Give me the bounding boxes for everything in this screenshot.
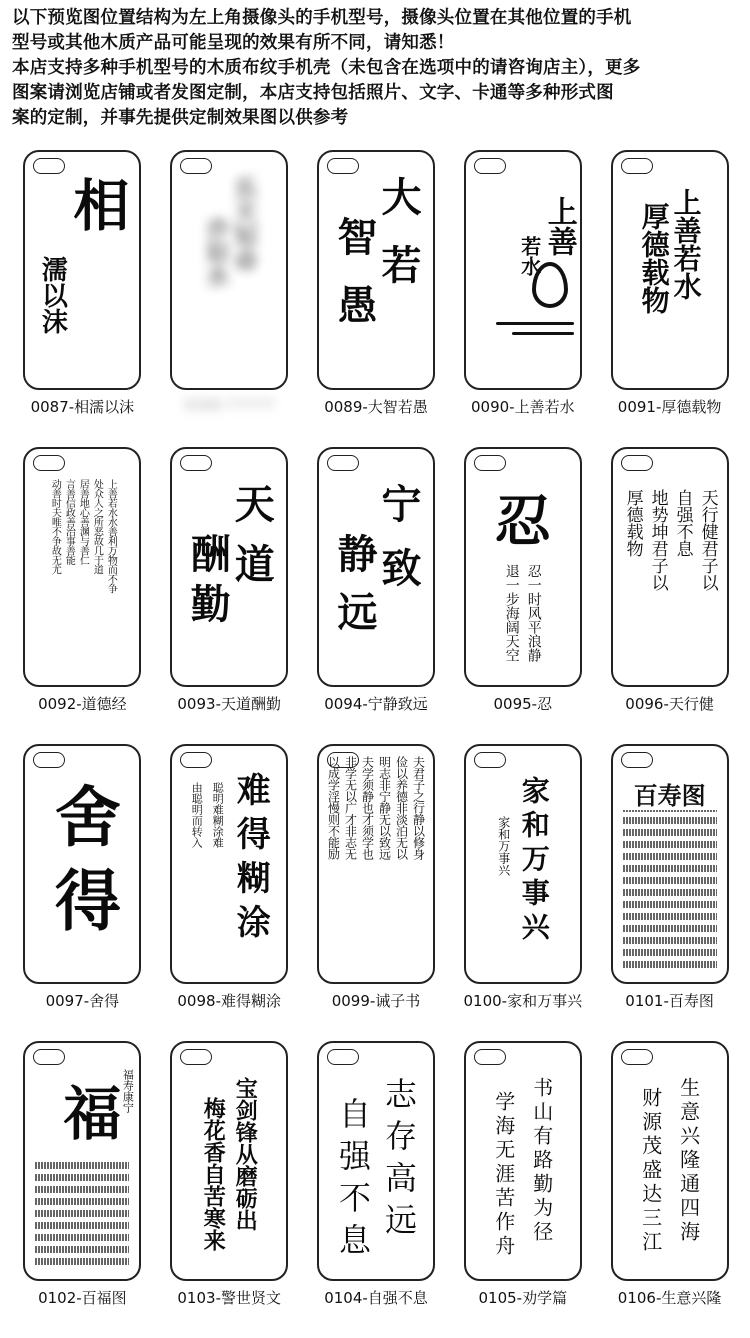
design-label: 0093-天道酬勤 — [177, 695, 281, 713]
calligraphy-art — [178, 176, 280, 380]
design-item[interactable] — [308, 447, 445, 744]
design-item[interactable] — [601, 447, 738, 744]
phone-case-preview — [317, 150, 435, 390]
water-wave-icon — [512, 332, 574, 335]
phone-case-preview — [170, 447, 288, 687]
calligraphy-column: 宁致 — [374, 483, 422, 611]
design-label: 0094-宁静致远 — [324, 695, 428, 713]
calligraphy-art — [472, 776, 574, 974]
phone-case-preview — [317, 1041, 435, 1281]
design-label: 0106-生意兴隆 — [617, 1289, 722, 1307]
calligraphy-column: 上善 — [541, 196, 577, 256]
calligraphy-column: 明志非宁静无以致远 — [377, 756, 392, 860]
phone-case-preview — [464, 744, 582, 984]
calligraphy-column: 舍得 — [43, 782, 122, 950]
phone-case-preview — [611, 1041, 729, 1281]
camera-cutout-icon — [474, 455, 506, 471]
camera-cutout-icon — [474, 1049, 506, 1065]
design-item[interactable] — [161, 1041, 298, 1338]
notice-line: 本店支持多种手机型号的木质布纹手机壳（未包含在选项中的请咨询店主），更多 — [12, 58, 641, 78]
design-item[interactable] — [308, 744, 445, 1041]
calligraphy-column: 书山有路勤为径 — [529, 1077, 554, 1245]
design-item[interactable] — [601, 1041, 738, 1338]
calligraphy-column: 以成学淫慢则不能励 — [326, 756, 341, 860]
camera-cutout-icon — [621, 752, 653, 768]
design-item[interactable] — [454, 1041, 591, 1338]
phone-case-preview — [317, 447, 435, 687]
calligraphy-column: 厚德载物 — [622, 489, 643, 557]
calligraphy-column: 退一步海阔天空 — [503, 564, 520, 662]
calligraphy-column: 亦如水 — [201, 216, 231, 288]
calligraphy-column: 大若 — [374, 176, 422, 312]
calligraphy-column: 酬勤 — [184, 533, 232, 633]
camera-cutout-icon — [327, 158, 359, 174]
design-item[interactable] — [601, 744, 738, 1041]
design-label: 0089-大智若愚 — [324, 398, 428, 416]
calligraphy-art — [31, 782, 133, 974]
camera-cutout-icon — [33, 455, 65, 471]
calligraphy-column: 地势坤君子以 — [647, 489, 668, 591]
camera-cutout-icon — [621, 455, 653, 471]
camera-cutout-icon — [621, 158, 653, 174]
calligraphy-column: 夫君子之行静以修身 — [411, 756, 426, 860]
design-label: 0096-天行健 — [625, 695, 714, 713]
design-item[interactable] — [161, 150, 298, 447]
camera-cutout-icon — [33, 1049, 65, 1065]
design-item[interactable] — [14, 150, 151, 447]
water-wave-icon — [496, 322, 574, 325]
calligraphy-art — [619, 1077, 721, 1271]
camera-cutout-icon — [180, 158, 212, 174]
calligraphy-column: 动善时夫唯不争故无尤 — [49, 479, 61, 574]
calligraphy-column: 福 — [53, 1083, 122, 1141]
design-item[interactable] — [308, 1041, 445, 1338]
calligraphy-column: 俭以养德非淡泊无以 — [394, 756, 409, 860]
calligraphy-column: 厚德载物 — [637, 202, 671, 314]
calligraphy-art — [178, 772, 280, 974]
design-item[interactable] — [14, 744, 151, 1041]
calligraphy-column: 处众人之所恶故几于道 — [91, 479, 103, 574]
calligraphy-column: 居善地心善渊与善仁 — [77, 479, 89, 565]
calligraphy-art — [325, 756, 427, 974]
camera-cutout-icon — [474, 752, 506, 768]
calligraphy-column: 自强不息 — [672, 489, 693, 557]
calligraphy-art — [31, 1069, 133, 1149]
phone-case-preview — [170, 150, 288, 390]
calligraphy-column: 言善信政善治事善能 — [63, 479, 75, 565]
calligraphy-column: 天行健君子以 — [697, 489, 718, 591]
camera-cutout-icon — [474, 158, 506, 174]
calligraphy-column: 财源茂盛达三江 — [638, 1087, 663, 1255]
design-label: 0098-难得糊涂 — [177, 992, 281, 1010]
calligraphy-column: 生意兴隆通四海 — [676, 1077, 701, 1245]
camera-cutout-icon — [33, 752, 65, 768]
calligraphy-column: 上善若水 — [669, 188, 703, 300]
calligraphy-heading: 忍 — [494, 489, 551, 555]
camera-cutout-icon — [180, 1049, 212, 1065]
phone-case-preview — [464, 1041, 582, 1281]
calligraphy-column: 忍一时风平浪静 — [525, 564, 542, 662]
shop-notice — [12, 6, 742, 131]
design-item[interactable] — [14, 447, 151, 744]
design-item[interactable] — [308, 150, 445, 447]
design-label: 0091-厚德载物 — [617, 398, 722, 416]
design-label: 0095-忍 — [493, 695, 553, 713]
calligraphy-column: 静远 — [330, 533, 378, 649]
calligraphy-column: 夫学须静也才须学也 — [360, 756, 375, 860]
design-item[interactable] — [454, 447, 591, 744]
calligraphy-art — [325, 483, 427, 677]
design-item[interactable] — [454, 744, 591, 1041]
camera-cutout-icon — [33, 158, 65, 174]
calligraphy-art — [472, 479, 574, 677]
design-label: 0088-?????? — [183, 396, 275, 414]
phone-case-preview — [23, 447, 141, 687]
phone-case-preview — [23, 150, 141, 390]
design-label: 0090-上善若水 — [470, 398, 575, 416]
phone-case-preview — [611, 447, 729, 687]
notice-line: 型号或其他木质产品可能呈现的效果有所不同，请知悉！ — [12, 33, 455, 53]
camera-cutout-icon — [327, 1049, 359, 1065]
phone-case-preview — [611, 744, 729, 984]
camera-cutout-icon — [621, 1049, 653, 1065]
design-label: 0087-相濡以沫 — [30, 398, 135, 416]
phone-case-preview — [170, 1041, 288, 1281]
design-label: 0092-道德经 — [38, 695, 127, 713]
calligraphy-art — [31, 479, 133, 677]
calligraphy-column: 志存高远 — [379, 1077, 418, 1245]
design-label: 0105-劝学篇 — [478, 1289, 568, 1307]
calligraphy-column: 智愚 — [330, 216, 378, 352]
calligraphy-column: 由聪明而转入 — [190, 782, 204, 848]
design-item[interactable] — [601, 150, 738, 447]
calligraphy-art — [472, 1077, 574, 1271]
calligraphy-art — [325, 1077, 427, 1271]
fu-character-pattern — [35, 1161, 129, 1265]
calligraphy-column: 梅花香自苦寒来 — [200, 1097, 227, 1251]
notice-line: 以下预览图位置结构为左上角摄像头的手机型号，摄像头位置在其他位置的手机 — [12, 8, 632, 28]
design-item[interactable] — [14, 1041, 151, 1338]
calligraphy-column: 聪明难糊涂难 — [211, 782, 225, 848]
calligraphy-column: 上善若水水善利万物而不争 — [105, 479, 117, 593]
design-label: 0097-舍得 — [45, 992, 120, 1010]
design-label: 0101-百寿图 — [625, 992, 714, 1010]
calligraphy-column: 福寿康宁 — [121, 1069, 135, 1113]
calligraphy-column: 乐天知命 — [229, 176, 259, 272]
calligraphy-column: 天道 — [228, 483, 276, 603]
calligraphy-art — [325, 176, 427, 380]
calligraphy-column: 家和万事兴 — [517, 776, 551, 946]
design-item[interactable] — [161, 744, 298, 1041]
design-label: 0102-百福图 — [38, 1289, 127, 1307]
calligraphy-column: 濡以沫 — [37, 256, 68, 334]
calligraphy-heading: 百寿图 — [633, 781, 706, 810]
calligraphy-column: 若水 — [517, 236, 542, 276]
phone-case-preview — [611, 150, 729, 390]
design-label: 0104-自强不息 — [324, 1289, 428, 1307]
calligraphy-art — [619, 489, 721, 677]
calligraphy-column: 非学无以广才非志无 — [343, 756, 358, 860]
phone-case-preview — [464, 150, 582, 390]
calligraphy-column: 家和万事兴 — [496, 816, 511, 876]
shou-character-pattern — [623, 810, 717, 968]
calligraphy-column: 自强不息 — [333, 1097, 372, 1265]
case-design-grid — [14, 150, 738, 1338]
calligraphy-art — [178, 483, 280, 677]
design-item[interactable] — [454, 150, 591, 447]
design-label: 0103-警世贤文 — [177, 1289, 281, 1307]
calligraphy-column: 宝剑锋从磨砺出 — [232, 1077, 259, 1231]
notice-line: 图案请浏览店铺或者发图定制，本店支持包括照片、文字、卡通等多种形式图 — [12, 83, 614, 103]
camera-cutout-icon — [180, 455, 212, 471]
design-item[interactable] — [161, 447, 298, 744]
calligraphy-column: 难得糊涂 — [230, 772, 271, 948]
design-label: 0100-家和万事兴 — [463, 992, 583, 1010]
design-label: 0099-诫子书 — [331, 992, 421, 1010]
calligraphy-art — [619, 188, 721, 380]
phone-case-preview — [23, 1041, 141, 1281]
phone-case-preview — [170, 744, 288, 984]
phone-case-preview — [464, 447, 582, 687]
phone-case-preview — [317, 744, 435, 984]
water-drop-icon — [532, 262, 568, 308]
calligraphy-column: 学海无涯苦作舟 — [491, 1091, 516, 1259]
notice-line: 案的定制，并事先提供定制效果图以供参考 — [12, 108, 349, 128]
calligraphy-art — [178, 1077, 280, 1271]
camera-cutout-icon — [180, 752, 212, 768]
calligraphy-art — [31, 176, 133, 380]
calligraphy-column: 相 — [64, 176, 131, 232]
phone-case-preview — [23, 744, 141, 984]
camera-cutout-icon — [327, 455, 359, 471]
